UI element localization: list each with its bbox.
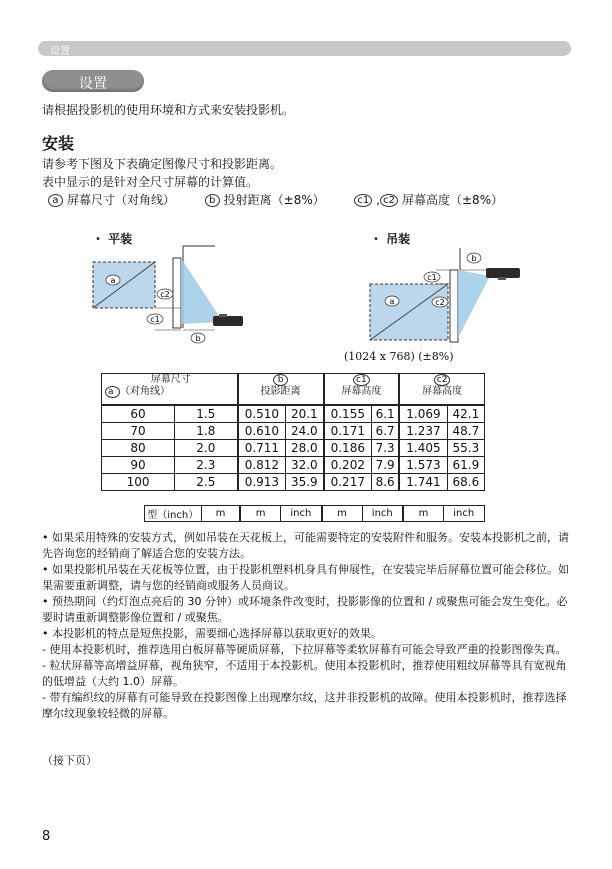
section-header-label: 设置	[50, 46, 70, 57]
projection-distance-table	[101, 373, 485, 521]
table-cell: 0.510	[238, 406, 286, 423]
table-row	[102, 423, 485, 440]
table-cell: 24.0	[286, 423, 324, 440]
continued-note: （接下页）	[42, 754, 97, 767]
floor-mark-c1-text: c1	[150, 315, 160, 324]
floor-projector-icon	[213, 316, 243, 326]
table-cell: 2.3	[175, 457, 238, 474]
table-cell: 1.573	[399, 457, 447, 474]
table-cell: 2.0	[175, 440, 238, 457]
table-row	[102, 440, 485, 457]
table-cell: 0.155	[324, 406, 372, 423]
floor-mark-c2-text: c2	[160, 290, 170, 299]
legend-a-mark: a	[48, 194, 63, 207]
install-legend	[48, 191, 503, 208]
intro-text: 请根据投影机的使用环境和方式来安装投影机。	[42, 103, 295, 117]
ceiling-projector-icon	[486, 268, 520, 278]
install-heading: 安装	[42, 134, 75, 153]
table-cell: 8.6	[372, 474, 400, 491]
floor-mark-b-text: b	[195, 334, 201, 343]
note-item: - 使用本投影机时，推荐选用白板屏幕等硬质屏幕，下拉屏幕等柔软屏幕有可能会导致严重的投影图像失真。	[42, 643, 567, 656]
table-cell: 55.3	[447, 440, 484, 457]
subheader-cell: m	[201, 505, 240, 521]
legend-a-text: 屏幕尺寸（对角线）	[67, 193, 176, 207]
table-row	[102, 457, 485, 474]
page-title-pill	[42, 70, 144, 92]
table-cell: 35.9	[286, 474, 324, 491]
ceiling-screen	[450, 270, 458, 342]
header-screen-height-c1-label: 屏幕高度	[341, 386, 382, 397]
table-cell: 0.171	[324, 423, 372, 440]
note-item: • 如果投影机吊装在天花板等位置，由于投影机塑料机身具有伸展性，在安装完毕后屏幕位置可能会移位。如果需要重新调整，请与您的经销商或服务人员商议。	[42, 563, 569, 592]
table-cell: 60	[102, 406, 175, 423]
subheader-cell: inch	[281, 505, 322, 521]
header-mark-c1: c1	[353, 374, 370, 386]
table-cell: 100	[102, 474, 175, 491]
legend-c2-mark: c2	[380, 194, 398, 207]
header-screen-size-line2: （对角线）	[120, 386, 170, 397]
floor-screen	[173, 258, 181, 328]
header-mark-c2: c2	[434, 374, 451, 386]
section-header-bar	[38, 41, 571, 56]
table-cell: 68.6	[447, 474, 484, 491]
ceiling-mount-diagram	[360, 246, 530, 346]
table-cell: 80	[102, 440, 175, 457]
header-mark-b: b	[273, 374, 288, 386]
header-screen-size-line1: 屏幕尺寸	[150, 374, 191, 385]
header-screen-height-c2-label: 屏幕高度	[422, 386, 463, 397]
floor-light-beam	[181, 258, 223, 324]
legend-c1-mark: c1	[354, 194, 372, 207]
subheader-cell: inch	[362, 505, 403, 521]
notes-section	[42, 530, 572, 722]
header-mark-a: a	[105, 386, 120, 398]
table-cell: 28.0	[286, 440, 324, 457]
ceiling-light-beam	[458, 270, 490, 338]
table-cell: 32.0	[286, 457, 324, 474]
note-item: • 预热期间（约灯泡点亮后的 30 分钟）或环境条件改变时，投影影像的位置和 / 或聚焦可能会发生变化。必要时请重新调整影像位置和 / 或聚焦。	[42, 595, 568, 624]
install-line-2: 表中显示的是针对全尺寸屏幕的计算值。	[42, 175, 259, 189]
ceiling-mount-label: ・ 吊装	[370, 232, 411, 246]
legend-c-separator: ,	[376, 193, 381, 207]
page-number: 8	[42, 829, 51, 844]
subheader-cell: m	[240, 505, 281, 521]
floor-mount-diagram	[85, 244, 255, 346]
table-cell: 6.1	[372, 406, 400, 423]
table-cell: 0.610	[238, 423, 286, 440]
ceiling-mark-b-text: b	[471, 254, 477, 263]
table-cell: 20.1	[286, 406, 324, 423]
table-cell: 70	[102, 423, 175, 440]
header-projection-distance-label: 投影距离	[260, 386, 301, 397]
page-title: 设置	[79, 76, 107, 92]
legend-b-text: 投射距离（±8%）	[223, 193, 325, 207]
table-cell: 0.186	[324, 440, 372, 457]
subheader-cell: inch	[444, 505, 484, 521]
ceiling-mark-c1-text: c1	[427, 273, 437, 282]
header-screen-height-c1	[324, 374, 400, 405]
table-cell: 6.7	[372, 423, 400, 440]
table-cell: 7.3	[372, 440, 400, 457]
table-cell: 7.9	[372, 457, 400, 474]
legend-c-text: 屏幕高度（±8%）	[402, 193, 504, 207]
ceiling-mark-c2-text: c2	[435, 298, 445, 307]
note-item: • 如果采用特殊的安装方式，例如吊装在天花板上，可能需要特定的安装附件和服务。安装本投影机之前，请先咨询您的经销商了解适合您的安装方法。	[42, 531, 569, 560]
resolution-note: (1024 x 768) (±8%)	[344, 350, 454, 363]
table-cell: 1.237	[399, 423, 447, 440]
note-item: - 粒状屏幕等高增益屏幕，视角狭窄，不适用于本投影机。使用本投影机时，推荐使用粗纹屏幕等具有宽视角的低增益（大约 1.0）屏幕。	[42, 659, 567, 688]
subheader-cell: 型（inch）	[144, 505, 201, 521]
subheader-cell: m	[403, 505, 444, 521]
table-cell: 2.5	[175, 474, 238, 491]
header-screen-size	[102, 374, 238, 405]
ceiling-mark-a-text: a	[389, 297, 395, 306]
note-item: - 带有编织纹的屏幕有可能导致在投影图像上出现摩尔纹，这并非投影机的故障。使用本投影机时，推荐选择摩尔纹现象较轻微的屏幕。	[42, 691, 567, 720]
header-screen-height-c2	[399, 374, 484, 405]
table-row	[102, 406, 485, 423]
note-item: • 本投影机的特点是短焦投影，需要细心选择屏幕以获取更好的效果。	[42, 627, 382, 640]
header-projection-distance	[238, 374, 324, 405]
table-cell: 1.741	[399, 474, 447, 491]
table-cell: 1.069	[399, 406, 447, 423]
table-cell: 1.5	[175, 406, 238, 423]
table-cell: 0.913	[238, 474, 286, 491]
table-row	[102, 474, 485, 491]
table-cell: 0.202	[324, 457, 372, 474]
table-cell: 1.405	[399, 440, 447, 457]
table-cell: 42.1	[447, 406, 484, 423]
floor-mount-label: ・ 平装	[92, 232, 133, 246]
table-cell: 90	[102, 457, 175, 474]
floor-mark-a-text: a	[110, 276, 116, 285]
table-cell: 1.8	[175, 423, 238, 440]
subheader-cell: m	[322, 505, 363, 521]
table-cell: 0.217	[324, 474, 372, 491]
table-cell: 61.9	[447, 457, 484, 474]
install-line-1: 请参考下图及下表确定图像尺寸和投影距离。	[42, 157, 283, 171]
legend-b-mark: b	[205, 194, 220, 207]
table-cell: 0.711	[238, 440, 286, 457]
table-cell: 48.7	[447, 423, 484, 440]
table-cell: 0.812	[238, 457, 286, 474]
